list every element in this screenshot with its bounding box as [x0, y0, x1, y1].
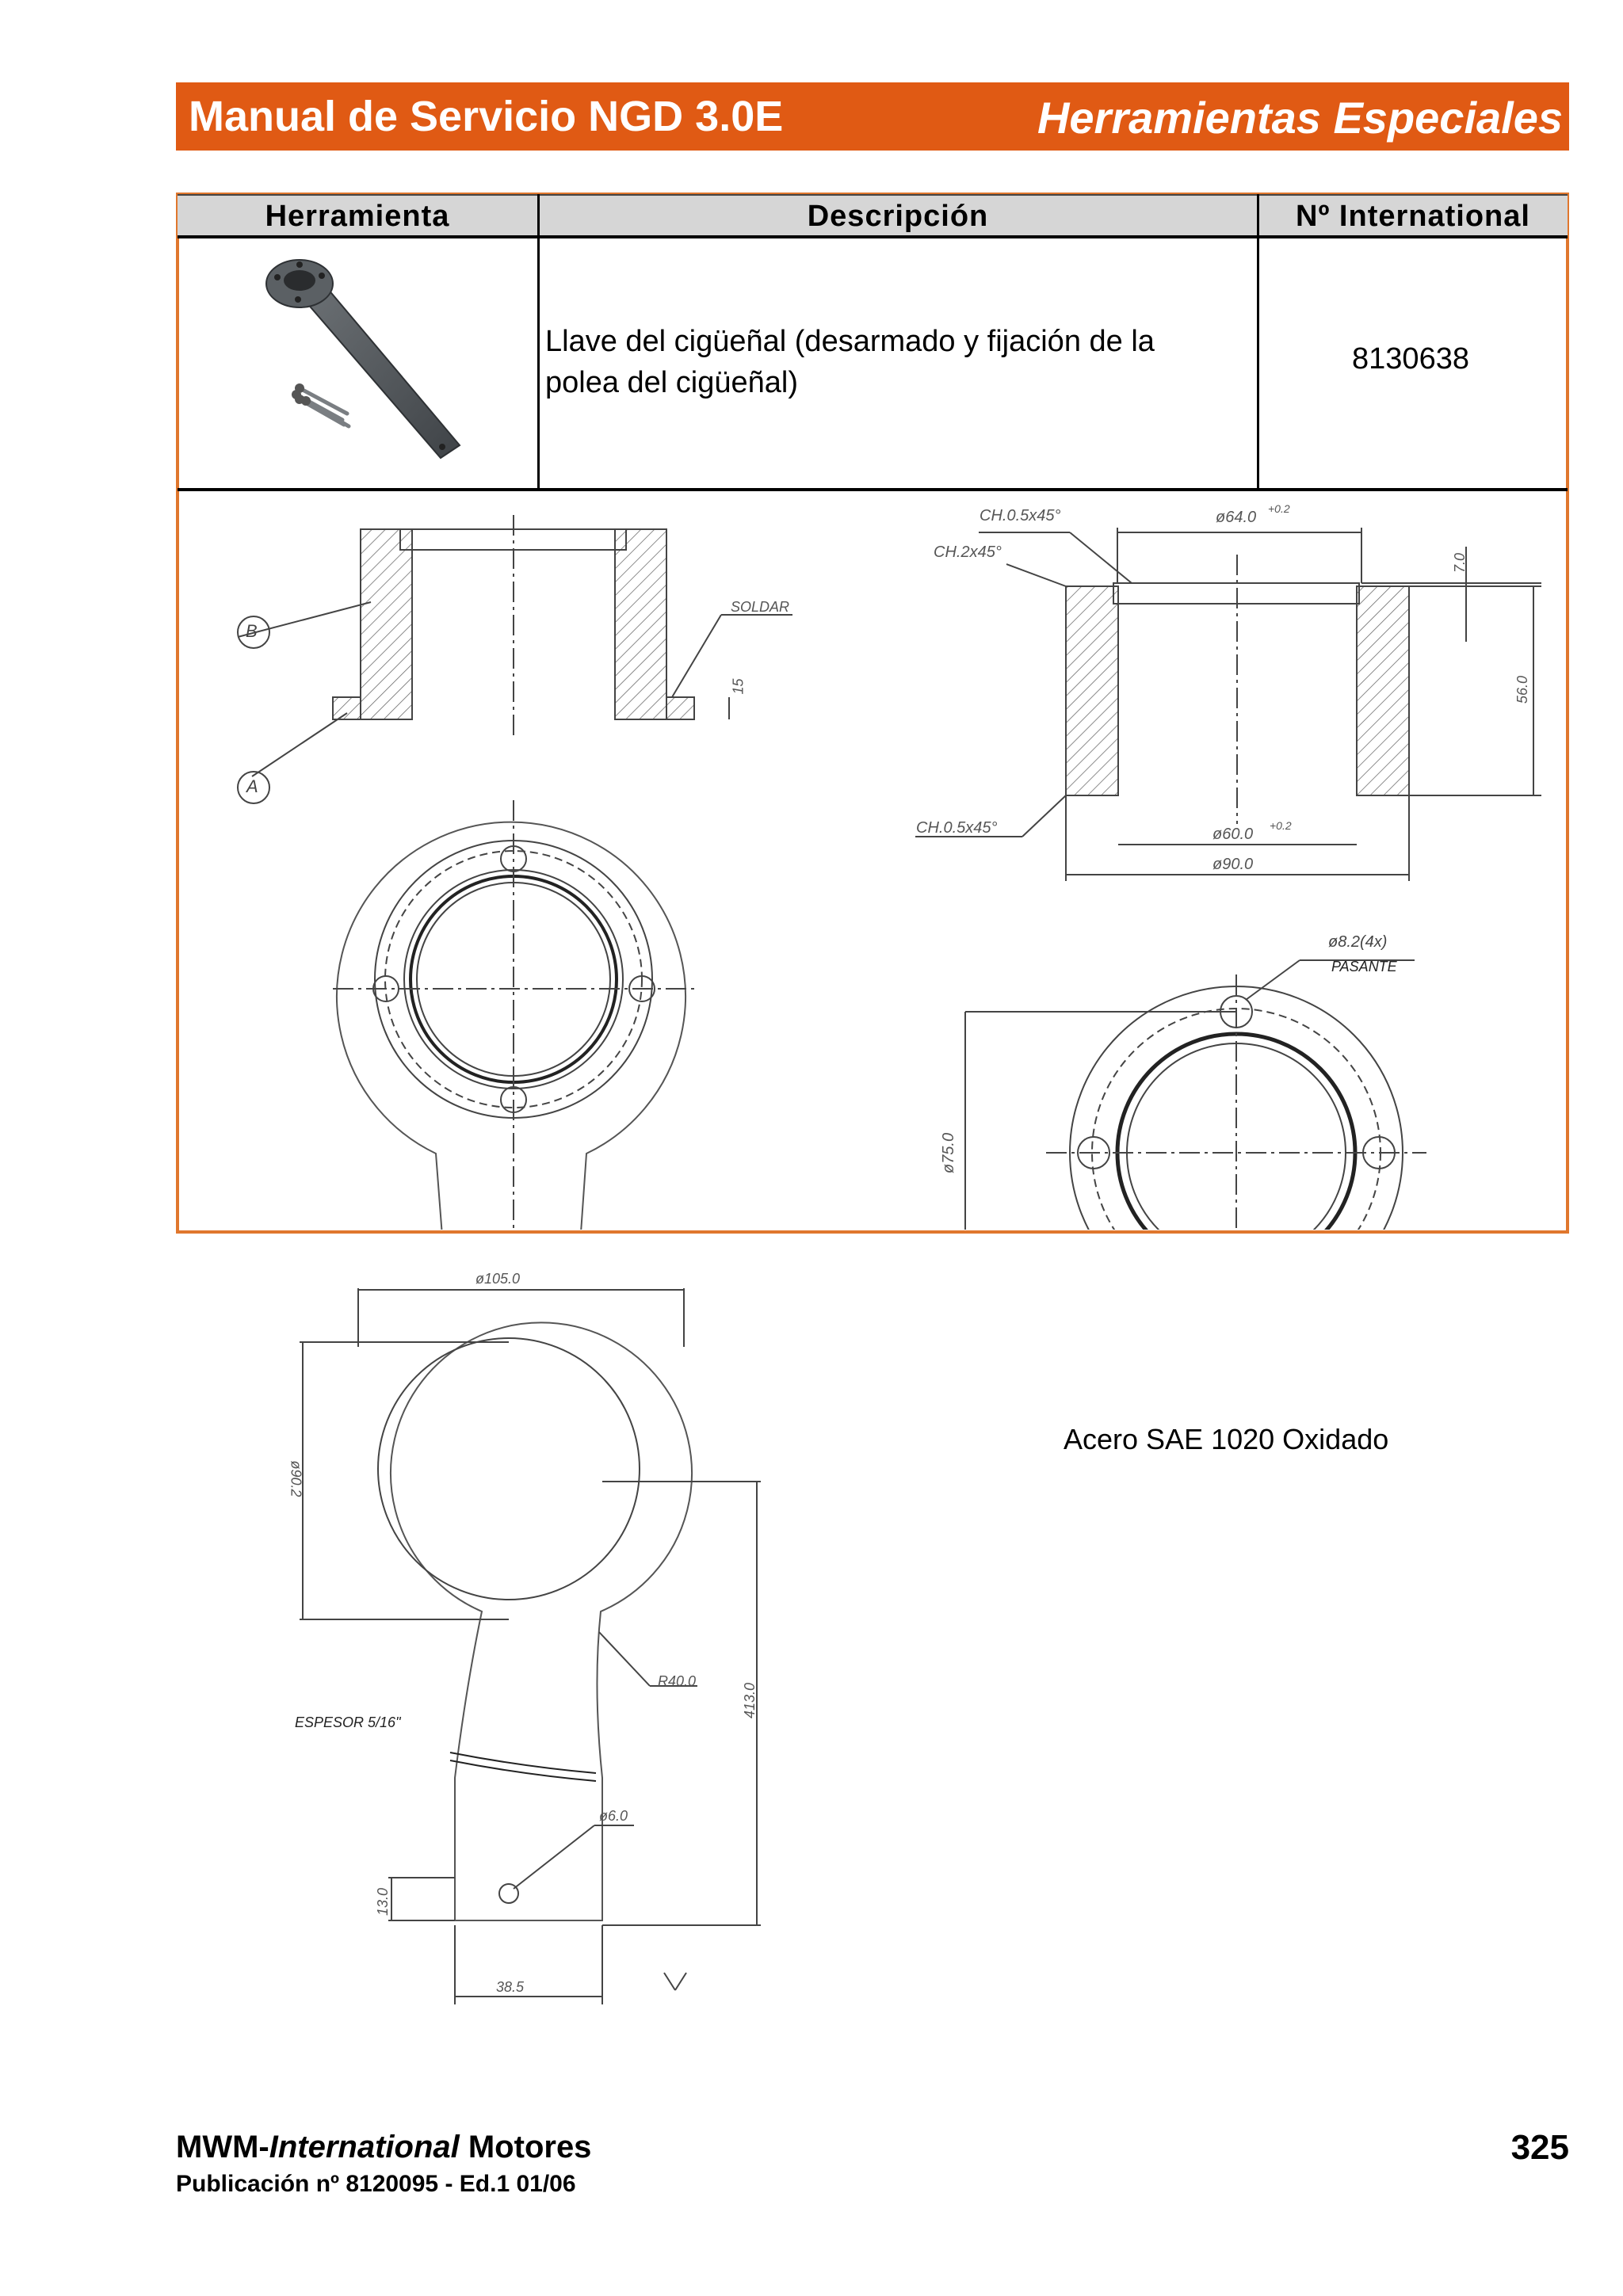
footer-brand — [176, 2130, 591, 2165]
publication-info: Publicación nº 8120095 - Ed.1 01/06 — [176, 2171, 576, 2197]
thickness-label: ESPESOR 5/16" — [295, 1714, 401, 1730]
section-title: Herramientas Especiales — [1037, 93, 1563, 143]
column-divider — [537, 194, 540, 490]
brand-suffix: Motores — [459, 2130, 592, 2164]
tol-600: +0.2 — [1270, 819, 1292, 832]
bolt-set — [296, 388, 349, 426]
manual-title: Manual de Servicio NGD 3.0E — [189, 93, 784, 140]
col-header-international: Nº International — [1296, 200, 1530, 233]
description-line: polea del cigüeñal) — [545, 366, 799, 399]
description-line: Llave del cigüeñal (desarmado y fijación de la — [545, 325, 1155, 358]
chamfer-bottom-label: CH.0.5x45° — [916, 819, 998, 837]
dim-d1050: ø105.0 — [475, 1271, 521, 1287]
brand-prefix: MWM- — [176, 2130, 269, 2164]
dim-15: 15 — [730, 678, 747, 695]
international-number: 8130638 — [1352, 342, 1469, 376]
flange-plan-view — [333, 800, 697, 1230]
callout-a-label: A — [246, 776, 258, 796]
dim-130: 13.0 — [375, 1887, 391, 1917]
dim-70: 7.0 — [1452, 552, 1468, 574]
tool-description — [545, 321, 1235, 403]
dim-d600: ø60.0 — [1212, 826, 1254, 843]
page-header — [176, 82, 1569, 151]
dim-d640: ø64.0 — [1216, 509, 1257, 526]
dim-d60: ø6.0 — [599, 1808, 628, 1824]
through-label: PASANTE — [1331, 959, 1397, 974]
dim-385: 38.5 — [496, 1979, 525, 1995]
tol-640: +0.2 — [1268, 502, 1290, 515]
column-divider — [1257, 194, 1259, 490]
page-number: 325 — [1510, 2128, 1569, 2167]
col-header-description: Descripción — [807, 200, 989, 233]
material-note: Acero SAE 1020 Oxidado — [1064, 1423, 1389, 1455]
brand-italic: International — [269, 2130, 460, 2164]
flange-plan-view-right — [965, 960, 1426, 1230]
dim-r400: R40.0 — [658, 1673, 697, 1689]
hole-dim-label: ø8.2(4x) — [1328, 933, 1388, 951]
section-view-left — [238, 515, 792, 776]
dim-560: 56.0 — [1514, 675, 1531, 704]
dim-d900: ø90.0 — [1212, 856, 1254, 873]
wrench-plan-view — [300, 1288, 761, 2004]
dim-4130: 413.0 — [742, 1682, 758, 1719]
callout-b-label: B — [246, 621, 258, 641]
chamfer-top-label: CH.0.5x45° — [980, 507, 1061, 524]
weld-label: SOLDAR — [731, 599, 790, 615]
col-header-tool: Herramienta — [265, 200, 450, 233]
tool-photo — [181, 238, 534, 485]
technical-drawing — [179, 491, 1566, 1230]
chamfer-2-label: CH.2x45° — [934, 543, 1002, 561]
dim-d750: ø75.0 — [940, 1132, 958, 1174]
table-header — [178, 194, 1568, 238]
wrench-ring-hole — [284, 270, 315, 291]
dim-d902: ø90.2 — [288, 1460, 304, 1497]
